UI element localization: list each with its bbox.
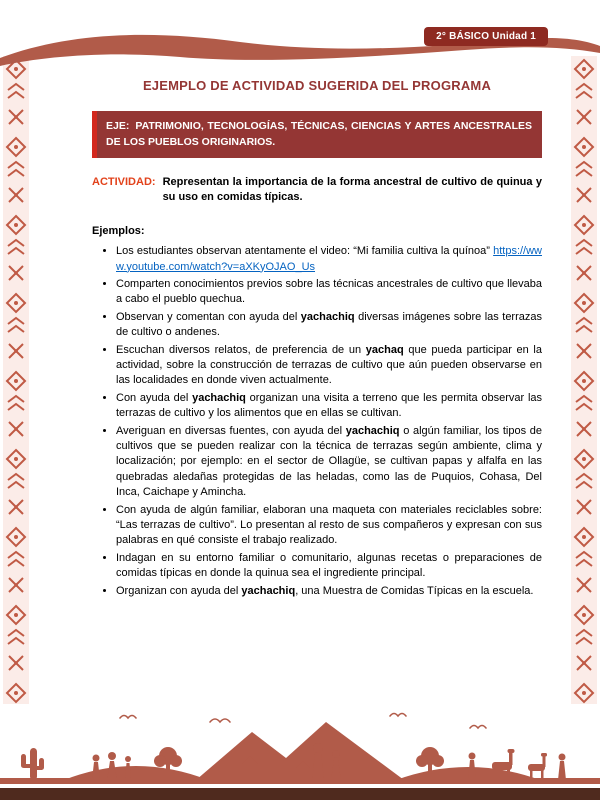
actividad-text: Representan la importancia de la forma ancestral de cultivo de quinua y su uso en comidas típicas. [162, 175, 542, 203]
list-item [116, 551, 542, 582]
text-segment: Con ayuda del [116, 391, 193, 404]
text-segment: Escuchan diversos relatos, de preferencia de un [116, 343, 366, 356]
text-segment: Con ayuda de algún familiar, elaboran una maqueta con materiales reciclables sobre: “Las terrazas de cultivo”. Lo presentan al resto de sus compañeros y expresan con sus palabras en qué consiste el trabajo realizado. [116, 503, 542, 547]
unit-badge: 2° BÁSICO Unidad 1 [424, 27, 548, 46]
bold-term: yachachiq [300, 310, 355, 323]
text-segment: Los estudiantes observan atentamente el video: “Mi familia cultiva la quínoa” [116, 245, 494, 258]
text-segment: organizan una visita a terreno que les permita observar las terrazas de cultivo y los alimentos que en ellas se cultivan. [116, 391, 543, 420]
text-segment: Comparten conocimientos previos sobre las técnicas ancestrales de cultivo que llevaba a cabo el pueblo quechua. [116, 278, 542, 306]
actividad-label: ACTIVIDAD: [92, 175, 156, 188]
list-item [116, 310, 542, 341]
bold-term: yachachiq [192, 391, 246, 404]
text-segment: Observan y comentan con ayuda del [116, 310, 301, 323]
text-segment: Organizan con ayuda del [116, 584, 242, 597]
list-item [116, 584, 542, 599]
text-segment: , una Muestra de Comidas Típicas en la escuela. [295, 584, 534, 597]
text-segment: Averiguan en diversas fuentes, con ayuda del [116, 424, 346, 437]
andean-pattern-border-left [3, 56, 29, 704]
list-item [116, 391, 542, 422]
text-segment: diversas imágenes sobre las terrazas de cultivo o andenes. [116, 310, 542, 339]
actividad-section [92, 175, 542, 206]
text-segment: que pueda participar en la actividad, sobre la construcción de terrazas de cultivo que aún pueden observarse en las localidades en donde viven actualmente. [116, 343, 542, 387]
footer-bar [0, 788, 600, 800]
eje-banner [92, 111, 542, 158]
bold-term: yachachiq [241, 584, 296, 597]
andean-pattern-border-right [571, 56, 597, 704]
bold-term: yachaq [365, 343, 404, 356]
list-item [116, 424, 542, 501]
main-content [92, 66, 542, 601]
youtube-link[interactable]: https://www.youtube.com/watch?v=aXKyOJAO_Us [116, 245, 542, 273]
list-item [116, 244, 542, 275]
bold-term: yachachiq [345, 424, 400, 437]
text-segment: o algún familiar, los tipos de cultivos que se pueden realizar con la técnica de terrazas según ambiente, clima y localización; por ejemplo: en el sector de Ollagüe, se cultivan papas y alfalfa en las quebradas aledañas protegidas de las heladas, como las de Puquios, Cohasa, Del Inca, Caichape y Amincha. [116, 424, 542, 499]
eje-text: PATRIMONIO, TECNOLOGÍAS, TÉCNICAS, CIENCIAS Y ARTES ANCESTRALES DE LOS PUEBLOS ORIGINARIOS. [106, 120, 532, 149]
footer-illustration [0, 706, 600, 788]
eje-label: EJE: [106, 120, 130, 132]
examples-list [116, 244, 542, 599]
examples-heading: Ejemplos: [92, 225, 145, 238]
list-item [116, 503, 542, 549]
list-item [116, 343, 542, 389]
list-item [116, 277, 542, 308]
text-segment: Indagan en su entorno familiar o comunitario, algunas recetas o preparaciones de comidas típicas en donde la quinua sea el ingrediente principal. [116, 551, 542, 580]
page-title: EJEMPLO DE ACTIVIDAD SUGERIDA DEL PROGRAMA [142, 78, 492, 93]
